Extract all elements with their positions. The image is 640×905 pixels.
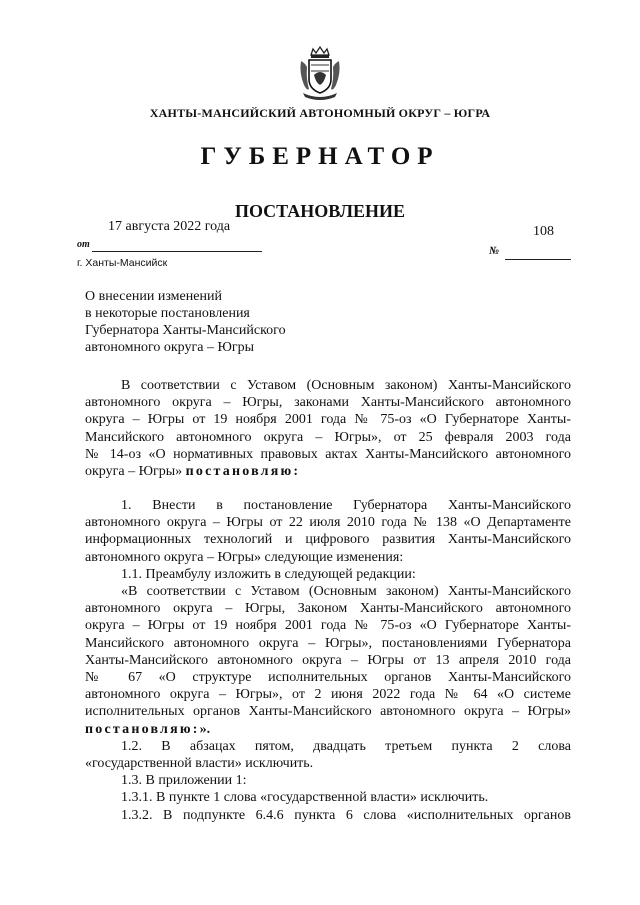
subject-line: в некоторые постановления [85,306,250,321]
item-1-3-2: 1.3.2. В подпункте 6.4.6 пункта 6 слова «исполнительных органов [121,807,571,823]
subject-line: Губернатора Ханты-Мансийского [85,323,286,338]
authority-title: ГУБЕРНАТОР [200,143,440,170]
item-1-2-line: 1.2. В абзацах пятом, двадцать третьем пункта 2 слова [121,738,571,754]
number-prefix-label: № [489,245,500,257]
resolve-word: постановляю: [185,464,301,480]
preamble-line: округа – Югры от 19 ноября 2001 года № 75-оз «О Губернаторе Ханты- [85,412,571,428]
quote-resolve-word: постановляю: [85,721,200,737]
preamble-line: автономного округа – Югры, законами Ханты-Мансийского автономного [85,395,571,411]
preamble-line: № 14-оз «О нормативных правовых актах Ханты-Мансийского автономного [85,446,571,462]
preamble-line: Мансийского автономного округа – Югры», от 25 февраля 2003 года [85,429,571,445]
quote-line: автономного округа – Югры, Законом Ханты-Мансийского автономного [85,601,571,617]
decree-subject [85,288,345,356]
quote-line: «В соответствии с Уставом (Основным законом) Ханты-Мансийского [121,584,571,600]
item-1-line: информационных технологий и цифрового развития Ханты-Мансийского [85,532,571,548]
item-1-line: 1. Внести в постановление Губернатора Ханты-Мансийского [121,498,571,513]
date-underline [92,251,262,252]
region-heading: ХАНТЫ-МАНСИЙСКИЙ АВТОНОМНЫЙ ОКРУГ – ЮГРА [149,106,491,120]
quote-line: № 67 «О структуре исполнительных органов Ханты-Мансийского [85,670,571,686]
city-label: г. Ханты-Мансийск [77,257,168,269]
decree-number: 108 [533,224,554,239]
date-prefix-label: от [77,239,90,250]
preamble-last-line [85,463,571,480]
subject-line: О внесении изменений [85,289,222,304]
subject-line: автономного округа – Югры [85,340,254,355]
document-type-title: ПОСТАНОВЛЕНИЕ [234,201,406,221]
quote-line: Ханты-Мансийского автономного округа – Югры от 13 апреля 2010 года [85,652,571,668]
number-underline [505,259,571,260]
quote-line: Мансийского автономного округа – Югры», постановлениями Губернатора [85,635,571,651]
decree-date: 17 августа 2022 года [108,219,231,234]
item-1-3: 1.3. В приложении 1: [121,773,247,789]
quote-line: округа – Югры от 19 ноября 2001 года № 75-оз «О Губернаторе Ханты- [85,618,571,634]
item-1-line: автономного округа – Югры» следующие изменения: [85,549,404,565]
item-1-2-line: «государственной власти» исключить. [85,756,314,772]
quote-line: исполнительных органов Ханты-Мансийского автономного округа – Югры» [85,704,571,720]
quote-end: ». [199,721,211,737]
item-1-1: 1.1. Преамбулу изложить в следующей редакции: [121,566,416,582]
coat-of-arms-emblem [297,45,343,101]
quote-resolve-line [85,721,571,738]
quote-line: автономного округа – Югры», от 2 июня 2022 года № 64 «О системе [85,687,571,703]
preamble-line: округа – Югры» [85,464,183,480]
preamble-paragraph [85,377,571,480]
preamble-line: В соответствии с Уставом (Основным законом) Ханты-Мансийского [121,378,571,393]
item-1-line: автономного округа – Югры от 22 июля 2010 года № 138 «О Департаменте [85,515,571,531]
decree-items [85,497,571,824]
item-1-3-1: 1.3.1. В пункте 1 слова «государственной власти» исключить. [121,790,489,806]
